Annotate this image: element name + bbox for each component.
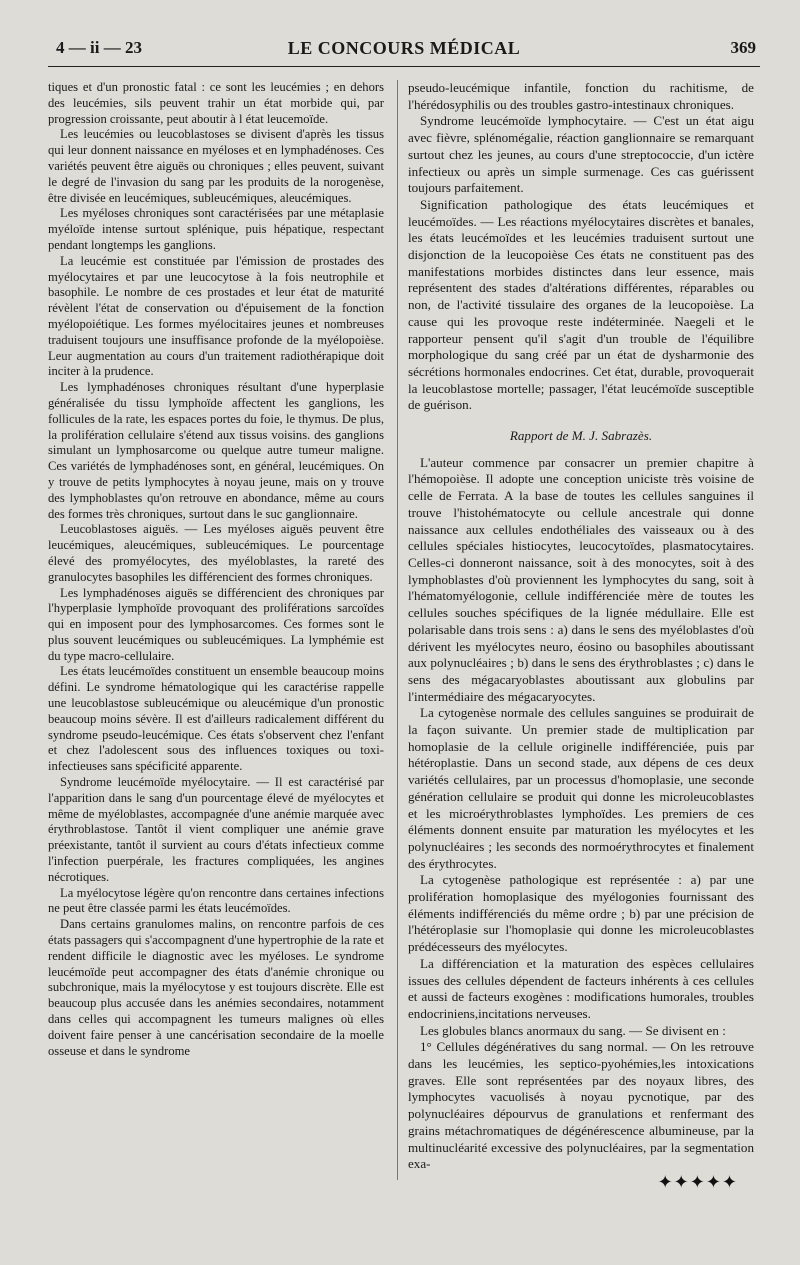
paragraph: Syndrome leucémoïde lymphocytaire. — C'est un état aigu avec fièvre, splénomégalie, réaction ganglionnaire se remarquant surtout chez les jeunes, au cours d'une streptococcie, d'un ictère infectieux ou après un simple surmenage. Ces cas guérissent toujours parfaitement. bbox=[408, 113, 754, 196]
paragraph: La leucémie est constituée par l'émission de prostades des myélocytaires et par une leucocytose à la fois neutrophile et basophile. Le nombre de ces prostades et leur état de maturité révèlent l'état de conservation ou d'épuisement de la fonction myélopoiétique. Les formes myélocitaires jeunes et nombreuses traduisent toujours une insuffisance profonde de la myélopoièse. Leur augmentation au cours d'un traitement radiothérapique doit inciter à la prudence. bbox=[48, 253, 384, 379]
paragraph: 1° Cellules dégénératives du sang normal. — On les retrouve dans les leucémies, les septico-pyohémies,les intoxications graves. Elle sont représentées par des noyaux libres, des lymphocytes vacuolisés à noyau pycnotique, par des polynucléaires dépourvus de granulations et renfermant des grains métachromatiques de dégénérescence albumineuse, par la multinucléarité excessive des polynucléaires, par la segmentation exa- bbox=[408, 1039, 754, 1172]
paragraph: Syndrome leucémoïde myélocytaire. — Il est caractérisé par l'apparition dans le sang d'un pourcentage élevé de myélocytes et même de myéloblastes, accompagnée d'une anémie marquée avec érythroblastose. Tantôt il vient compliquer une anémie grave préexistante, tantôt il survient au cours d'états infectieux comme l'infection puerpérale, les fractures compliquées, les angines nécrotiques. bbox=[48, 775, 384, 884]
paragraph: Les lymphadénoses chroniques résultant d'une hyperplasie généralisée du tissu lymphoïde affectent les ganglions, les follicules de la rate, les espaces portes du foie, le thymus. De plus, la prolifération cellulaire s'étend aux tissus voisins. des ganglions simulant un lymphosarcome ou quelque autre tumeur maligne. Ces variétés de lymphadénoses sont, en général, leucémiques. On y trouve de petits lymphocytes à noyau jeune, mais on y trouve des lymphoblastes qu'on retrouve en abondance, même au cours des formes très chroniques, surtout dans le suc ganglionnaire. bbox=[48, 380, 384, 521]
running-header bbox=[48, 38, 760, 62]
paragraph: Les leucémies ou leucoblastoses se divisent d'après les tissus qui leur donnent naissance en myéloses et en lymphadénoses. Ces variétés peuvent être aiguës ou chroniques ; elles peuvent, suivant le degré de l'invasion du sang par les produits de la norogenèse, être divisée en leucémiques, subleucémiques, aleucémiques. bbox=[48, 127, 384, 205]
header-rule bbox=[48, 66, 760, 67]
column-divider bbox=[397, 80, 398, 1180]
paragraph: Leucoblastoses aiguës. — Les myéloses aiguës peuvent être leucémiques, aleucémiques, subleucémiques. Le pourcentage élevé des promyélocytes, des myéloblastes, la rareté des granulocytes basophiles les différencient des formes chroniques. bbox=[48, 522, 384, 584]
paragraph: pseudo-leucémique infantile, fonction du rachitisme, de l'hérédosyphilis ou des troubles gastro-intestinaux chroniques. bbox=[408, 80, 754, 112]
paragraph: La myélocytose légère qu'on rencontre dans certaines infections ne peut être classée parmi les états leucémoïdes. bbox=[48, 885, 384, 916]
left-column bbox=[48, 80, 384, 1059]
right-column bbox=[408, 80, 754, 1173]
header-issue: 4 — ii — 23 bbox=[56, 38, 142, 57]
paragraph: La différenciation et la maturation des espèces cellulaires issues des cellules dépendent de facteurs inhérents à ces cellules et aussi de facteurs exogènes : modifications humorales, troubles endocriniens,incitations nerveuses. bbox=[408, 955, 754, 1021]
continuation-ornament: ✦✦✦✦✦ bbox=[657, 1172, 738, 1193]
journal-title: LE CONCOURS MÉDICAL bbox=[287, 38, 521, 58]
paragraph: L'auteur commence par consacrer un premier chapitre à l'hémopoièse. Il adopte une conception uniciste très voisine de celle de Ferrata. A la base de toutes les cellules sanguines il trouve l'histohématocyte ou cellule ancestrale qui donne naissance aux cellules endothéliales des vaisseaux ou à des cellules spéciales histiocytes, leucocytoïdes, plasmatocytaires. Celles-ci donneront naissance, soit à des monocytes, soit à des lymphoblastes d'où proviennent les lymphocytes du sang, soit à l'hématomyélogonie, cellule indifférenciée mère de toutes les cellules souches spécifiques de la lignée médullaire. Elle est polarisable dans trois sens : a) dans le sens des myéloblastes d'où dérivent les myélocytes neuro, éosino ou basophiles aboutissant aux polynucléaires ; b) dans le sens des érythroblastes ; c) dans le sens des mégacaryoblastes aboutissant aux globulins par l'intermédiaire des mégacaryocytes. bbox=[408, 454, 754, 704]
paragraph: Signification pathologique des états leucémiques et leucémoïdes. — Les réactions myélocytaires discrètes et banales, les états leucémoïdes et les leucémies traduisent surtout une disjonction de la leucopoièse Ces états ne constituent pas des manifestations morbides distinctes dans leur essence, mais représentent des stades d'altérations différentes, réparables ou non, de l'activité tissulaire des organes de la leucopoièse. La cause qui les provoque reste indéterminée. Naegeli et le rapporteur pensent qu'il s'agit d'un trouble de l'équilibre morphologique du sang créé par un état de dysharmonie des sécrétions hormonales endocrines. Cet état, durable, provoquerait la leucoblastose mortelle; passager, l'état leucémoïde susceptible de guérison. bbox=[408, 196, 754, 413]
paragraph: Les états leucémoïdes constituent un ensemble beaucoup moins défini. Le syndrome hématologique qui les caractérise rappelle une leucoblastose subleucémique ou aleucémique d'un pronostic beaucoup moins sévère. Il est d'ailleurs radicalement différent du syndrome pseudo-leucémique. Ces états s'observent chez l'enfant et chez l'adolescent sous des influences toxiques ou toxi-infectieuses sans spécificité apparente. bbox=[48, 664, 384, 774]
page-number: 369 bbox=[730, 38, 756, 57]
paragraph: tiques et d'un pronostic fatal : ce sont les leucémies ; en dehors des leucémies, sils peuvent trahir un état morbide qui, par progression croissante, peut aboutir à l état leucemoïde. bbox=[48, 80, 384, 126]
paragraph: Les globules blancs anormaux du sang. — Se divisent en : bbox=[420, 1022, 726, 1038]
paragraph: Dans certains granulomes malins, on rencontre parfois de ces états passagers qui s'accompagnent d'une hypertrophie de la rate et rendent difficile le diagnostic avec les myéloses. Le syndrome leucémoïde peut accompagner des états d'anémie chronique ou subchronique, mais la myélocytose y est toujours discrète. Elle est beaucoup plus accusée dans les anémies secondaires, notamment dans celles qui accompagnent les tumeurs malignes où elles doivent faire penser à une cancérisation secondaire de la moelle osseuse et dans le syndrome bbox=[48, 917, 384, 1058]
section-heading: Rapport de M. J. Sabrazès. bbox=[509, 428, 653, 444]
paragraph: Les lymphadénoses aiguës se différencient des chroniques par l'hyperplasie lymphoïde provoquant des proliférations sarcoïdes qui en imposent pour des lymphosarcomes. Ces formes sont le plus souvent leucémiques ou subleucémiques. La lymphémie est du type macro-cellulaire. bbox=[48, 585, 384, 663]
paragraph: La cytogenèse pathologique est représentée : a) par une prolifération homoplasique des myélogonies fournissant des éléments indifférenciés du même ordre ; b) par une précision de l'hétéroplasie sur l'homoplasie qui donne les microleucoblastes prédécesseurs des myélocytes. bbox=[408, 872, 754, 955]
paragraph: La cytogenèse normale des cellules sanguines se produirait de la façon suivante. Un premier stade de multiplication par homoplasie de la cellule originelle indifférenciée, puis par hétéroplastie. Dans un second stade, aux dépens de ces deux variétés cellulaires, par un processus d'homoplasie, une seconde génération cellulaire se produit qui donne les microleucoblastes et les microérythroblastes lymphoïdes. Les premiers de ces éléments donnent ensuite par maturation les myélocytes et les polynucléaires ; les seconds des normoérythrocytes et finalement des érythrocytes. bbox=[408, 705, 754, 871]
paragraph: Les myéloses chroniques sont caractérisées par une métaplasie myéloïde intense surtout splénique, puis hépatique, respectant pendant longtemps les ganglions. bbox=[48, 206, 384, 252]
